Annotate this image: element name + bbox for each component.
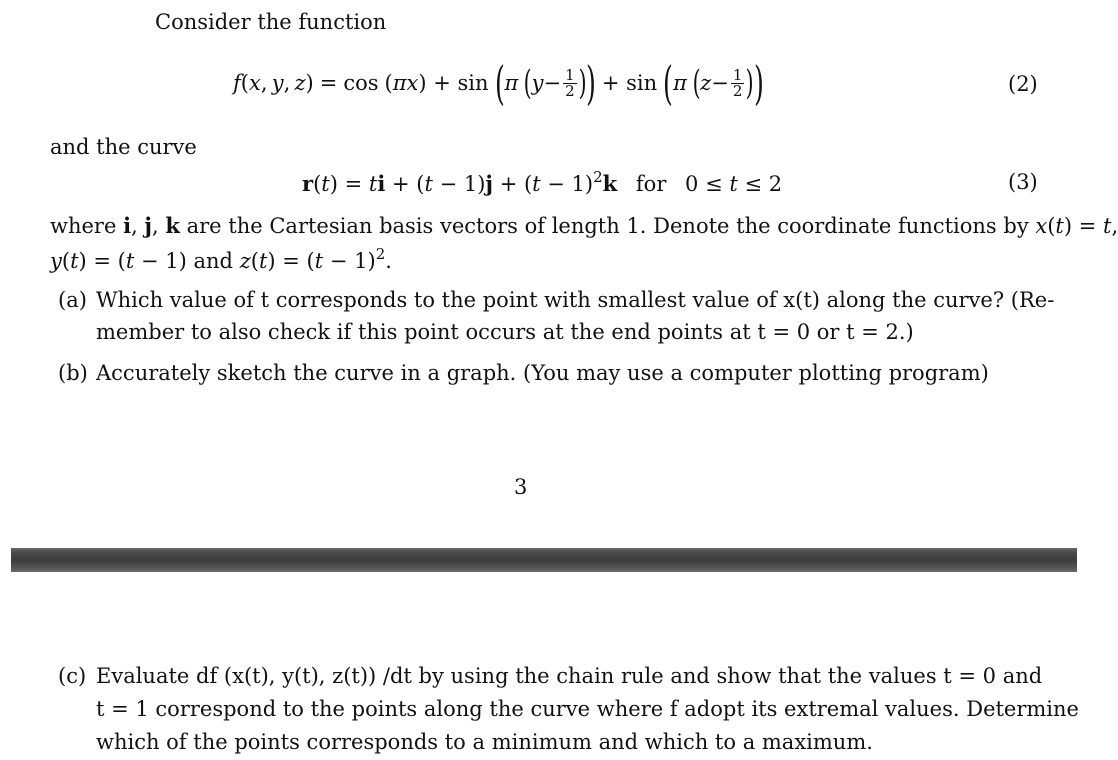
page-divider	[11, 548, 1077, 572]
equation-3: r(t) = ti + $(t - 1)j + (t - 1)^2k$ for 0 ≤ t ≤ 2	[302, 168, 783, 196]
equation-2-number: (2)	[1008, 72, 1038, 96]
part-c-line-3: which of the points corresponds to a minimum and which to a maximum.	[96, 730, 873, 754]
basis-line-2: y(t) = (t − 1) and $z(t) = (t - 1)^2$.	[50, 245, 392, 273]
part-c-line-1: Evaluate df (x(t), y(t), z(t)) /dt by using the chain rule and show that the values t = 0 and	[96, 664, 1043, 688]
part-a-line-1: Which value of t corresponds to the point with smallest value of x(t) along the curve? (Re-	[96, 288, 1055, 312]
equation-2: f ( x , y , z ) = cos ( πx ) + sin ( π ( y − $\frac{1}{2}$ ) ) + sin ( π ( z − $\frac{1}{2}$ ) )	[233, 56, 764, 110]
part-a-line-2: member to also check if this point occurs at the end points at t = 0 or t = 2.)	[96, 320, 914, 344]
part-c-line-2: t = 1 correspond to the points along the curve where f adopt its extremal values. Determine	[96, 697, 1079, 721]
equation-3-number: (3)	[1008, 170, 1038, 194]
and-curve-text: and the curve	[50, 135, 197, 159]
equation-3-for: for	[635, 172, 667, 196]
part-b-label: (b)	[58, 361, 88, 385]
page-number: 3	[514, 475, 528, 499]
basis-line-1: where i, j, k are the Cartesian basis vectors of length 1. Denote the coordinate functions by x(t) = t,	[50, 213, 1118, 238]
intro-text: Consider the function	[155, 10, 387, 34]
part-c-label: (c)	[58, 664, 87, 688]
part-b-text: Accurately sketch the curve in a graph. (You may use a computer plotting program)	[96, 361, 989, 385]
part-a-label: (a)	[58, 288, 87, 312]
